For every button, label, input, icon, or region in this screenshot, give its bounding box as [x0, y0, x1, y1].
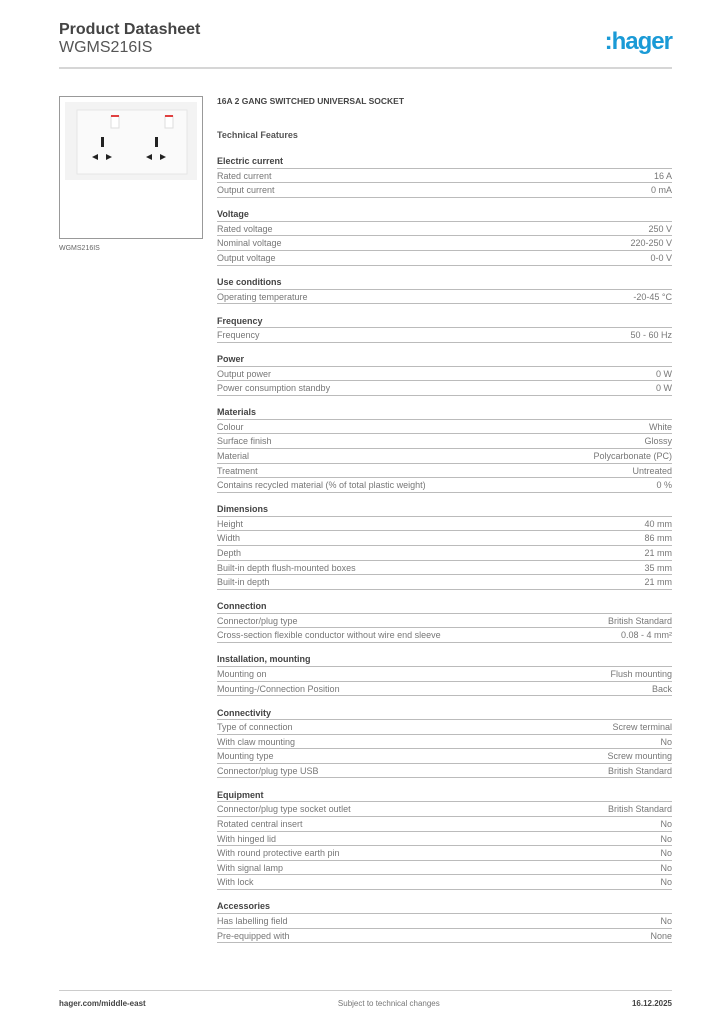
spec-row: [217, 735, 672, 750]
spec-row: [217, 434, 672, 449]
section-heading: Voltage: [217, 207, 672, 222]
spec-label: Operating temperature: [217, 291, 308, 302]
image-caption: WGMS216IS: [59, 245, 100, 252]
spec-label: Rotated central insert: [217, 819, 303, 830]
spec-row: [217, 236, 672, 251]
product-image: [59, 96, 203, 239]
spec-row: [217, 832, 672, 847]
spec-row: [217, 614, 672, 629]
spec-section: [217, 899, 672, 943]
spec-label: Nominal voltage: [217, 238, 282, 249]
spec-row: [217, 251, 672, 266]
spec-row: [217, 517, 672, 532]
spec-sections: [217, 154, 672, 943]
section-heading: Materials: [217, 405, 672, 420]
product-model: WGMS216IS: [59, 39, 153, 56]
spec-label: Has labelling field: [217, 916, 288, 927]
spec-value: 0 W: [655, 383, 672, 394]
spec-value: -20-45 °C: [633, 291, 672, 302]
spec-value: 0 mA: [650, 185, 672, 196]
footer-note: Subject to technical changes: [337, 999, 440, 1008]
spec-value: No: [660, 833, 672, 844]
spec-row: [217, 575, 672, 590]
section-heading: Electric current: [217, 154, 672, 169]
section-heading: Accessories: [217, 899, 672, 914]
spec-value: Untreated: [632, 465, 672, 476]
spec-value: No: [660, 736, 672, 747]
spec-row: [217, 367, 672, 382]
spec-row: [217, 328, 672, 343]
spec-label: Contains recycled material (% of total plastic weight): [217, 480, 426, 491]
spec-value: 86 mm: [644, 533, 672, 544]
section-heading: Connection: [217, 599, 672, 614]
spec-label: Output voltage: [217, 252, 276, 263]
spec-row: [217, 464, 672, 479]
section-heading: Use conditions: [217, 275, 672, 290]
spec-label: Frequency: [217, 330, 260, 341]
datasheet-content: [217, 96, 672, 953]
spec-row: [217, 169, 672, 184]
spec-value: None: [650, 930, 672, 941]
spec-value: 16 A: [653, 170, 672, 181]
spec-label: With lock: [217, 877, 254, 888]
spec-section: [217, 352, 672, 396]
spec-value: No: [660, 848, 672, 859]
spec-value: Back: [651, 683, 672, 694]
page-title: Product Datasheet: [59, 21, 201, 38]
spec-row: [217, 846, 672, 861]
spec-row: [217, 929, 672, 944]
spec-section: [217, 405, 672, 493]
spec-section: [217, 275, 672, 304]
spec-label: Rated current: [217, 170, 272, 181]
spec-label: Mounting type: [217, 751, 274, 762]
spec-value: No: [660, 916, 672, 927]
spec-value: No: [660, 877, 672, 888]
socket-illustration: [65, 102, 197, 180]
section-heading: Equipment: [217, 788, 672, 803]
spec-label: Mounting on: [217, 668, 267, 679]
spec-value: No: [660, 819, 672, 830]
spec-value: White: [648, 421, 672, 432]
spec-value: Screw mounting: [607, 751, 672, 762]
spec-row: [217, 861, 672, 876]
spec-value: 250 V: [648, 223, 672, 234]
spec-value: 220-250 V: [630, 238, 672, 249]
spec-label: Height: [217, 518, 244, 529]
spec-label: Mounting-/Connection Position: [217, 683, 340, 694]
spec-row: [217, 628, 672, 643]
spec-label: Connector/plug type USB: [217, 765, 319, 776]
spec-label: Rated voltage: [217, 223, 273, 234]
spec-row: [217, 682, 672, 697]
spec-value: Screw terminal: [612, 722, 672, 733]
section-heading: Installation, mounting: [217, 652, 672, 667]
spec-value: 0.08 - 4 mm²: [620, 630, 672, 641]
spec-label: With hinged lid: [217, 833, 277, 844]
technical-features-heading: Technical Features: [217, 130, 298, 140]
spec-row: [217, 449, 672, 464]
spec-row: [217, 183, 672, 198]
section-heading: Frequency: [217, 314, 672, 329]
spec-row: [217, 222, 672, 237]
spec-label: Width: [217, 533, 241, 544]
spec-label: Cross-section flexible conductor without wire end sleeve: [217, 630, 441, 641]
spec-value: 21 mm: [644, 548, 672, 558]
spec-value: 35 mm: [644, 562, 672, 573]
section-heading: Connectivity: [217, 706, 672, 721]
spec-label: Material: [217, 451, 250, 462]
spec-value: 0 %: [656, 480, 672, 491]
spec-label: With signal lamp: [217, 862, 284, 873]
spec-row: [217, 561, 672, 576]
spec-label: With round protective earth pin: [217, 848, 340, 859]
spec-row: [217, 290, 672, 305]
product-name: 16A 2 GANG SWITCHED UNIVERSAL SOCKET: [217, 96, 405, 106]
spec-value: 0-0 V: [650, 252, 672, 263]
spec-value: Flush mounting: [610, 668, 672, 679]
spec-row: [217, 749, 672, 764]
header-divider: [59, 67, 672, 69]
spec-label: Surface finish: [217, 436, 272, 447]
footer-website[interactable]: hager.com/middle-east: [59, 999, 146, 1008]
spec-row: [217, 531, 672, 546]
spec-row: [217, 875, 672, 890]
spec-row: [217, 817, 672, 832]
footer: [59, 990, 672, 1008]
spec-label: Output power: [217, 368, 272, 379]
spec-section: [217, 706, 672, 779]
spec-section: [217, 154, 672, 198]
spec-label: With claw mounting: [217, 736, 296, 747]
spec-section: [217, 314, 672, 343]
spec-row: [217, 420, 672, 435]
spec-value: 21 mm: [644, 577, 672, 588]
spec-row: [217, 914, 672, 929]
spec-label: Pre-equipped with: [217, 930, 290, 941]
spec-label: Built-in depth: [217, 577, 270, 588]
spec-value: No: [660, 862, 672, 873]
spec-row: [217, 764, 672, 779]
spec-label: Treatment: [217, 465, 258, 476]
spec-value: British Standard: [607, 804, 672, 815]
hager-logo: :hager: [604, 28, 672, 55]
spec-value: 50 - 60 Hz: [630, 330, 672, 341]
spec-section: [217, 652, 672, 696]
spec-label: Colour: [217, 421, 244, 432]
spec-value: British Standard: [607, 615, 672, 626]
spec-row: [217, 720, 672, 735]
spec-label: Type of connection: [217, 722, 293, 733]
spec-row: [217, 381, 672, 396]
spec-row: [217, 802, 672, 817]
spec-value: Polycarbonate (PC): [593, 451, 672, 462]
spec-row: [217, 667, 672, 682]
spec-row: [217, 546, 672, 561]
spec-label: Depth: [217, 548, 242, 558]
spec-label: Connector/plug type socket outlet: [217, 804, 351, 815]
spec-section: [217, 788, 672, 890]
spec-label: Power consumption standby: [217, 383, 331, 394]
spec-label: Connector/plug type: [217, 615, 298, 626]
spec-section: [217, 502, 672, 590]
spec-value: Glossy: [644, 436, 672, 447]
spec-label: Output current: [217, 185, 275, 196]
spec-value: British Standard: [607, 765, 672, 776]
spec-section: [217, 207, 672, 265]
section-heading: Power: [217, 352, 672, 367]
footer-date: 16.12.2025: [631, 999, 672, 1008]
spec-value: 0 W: [655, 368, 672, 379]
spec-label: Built-in depth flush-mounted boxes: [217, 562, 356, 573]
spec-value: 40 mm: [644, 518, 672, 529]
section-heading: Dimensions: [217, 502, 672, 517]
spec-row: [217, 478, 672, 493]
spec-section: [217, 599, 672, 643]
